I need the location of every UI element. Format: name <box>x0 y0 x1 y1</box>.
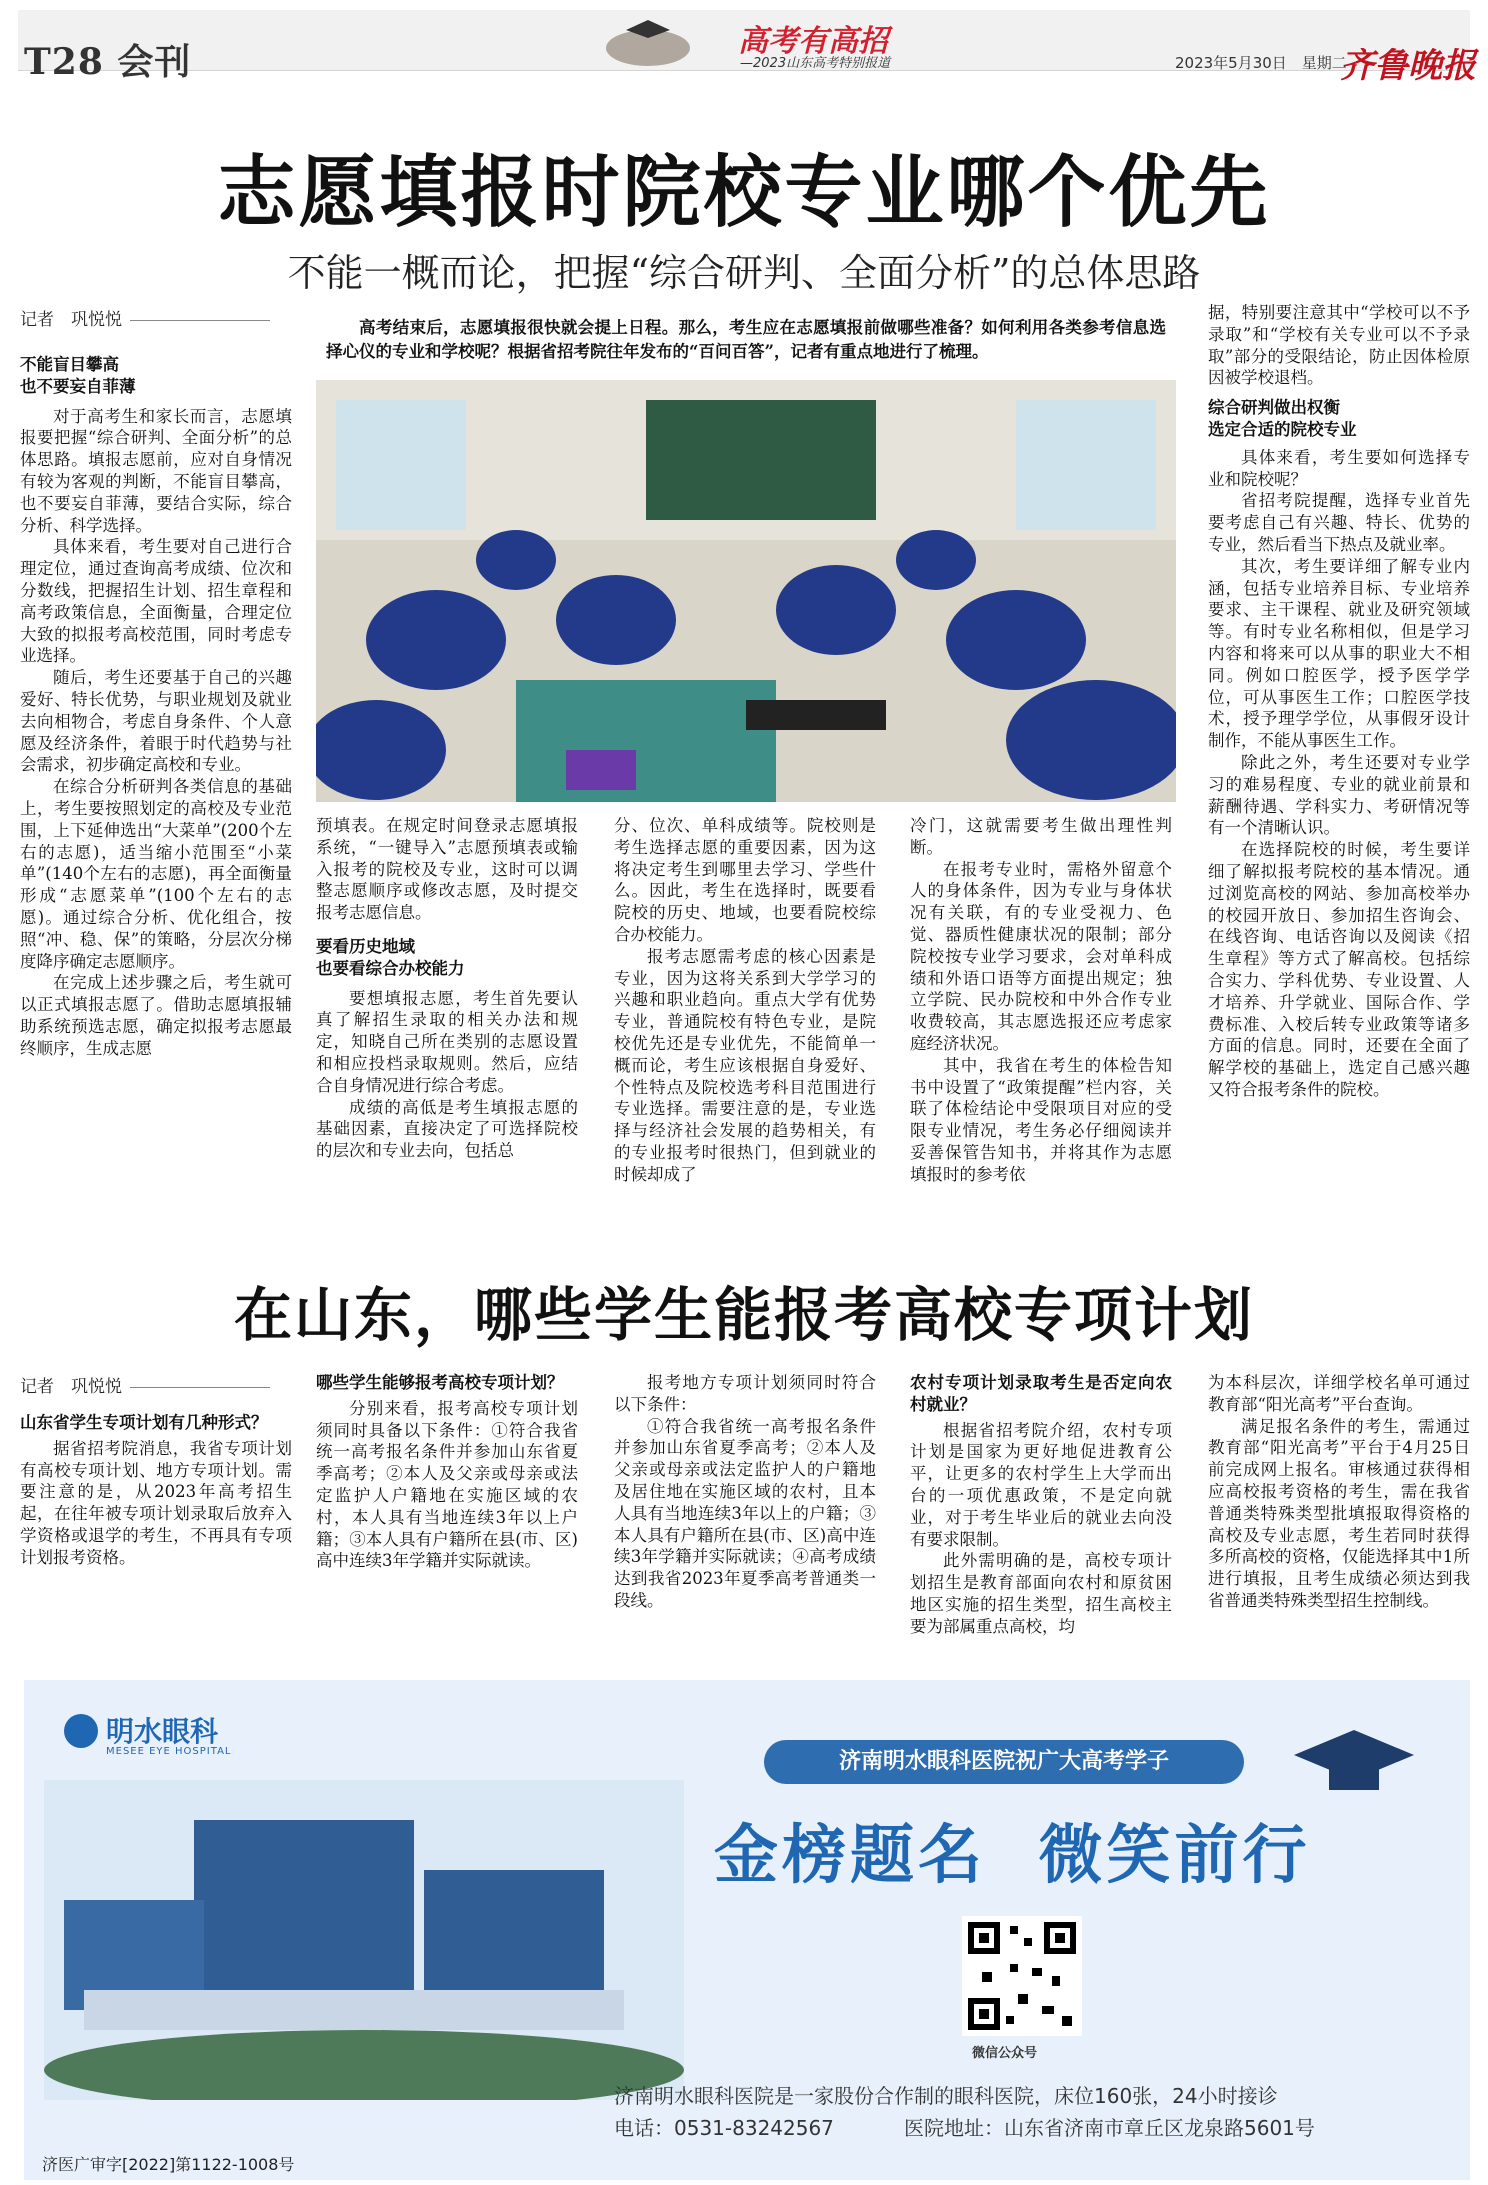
byline: 记者 巩悦悦 <box>20 1372 270 1397</box>
article-headline: 志愿填报时院校专业哪个优先 <box>217 147 1271 238</box>
classroom-photo-image <box>316 380 1176 802</box>
paragraph: 根据省招考院介绍，农村专项计划是国家为更好地促进教育公平，让更多的农村学生上大学而出台的一项优惠政策，不是定向就业，对于考生毕业后的就业去向没有要求限制。 <box>910 1420 1172 1549</box>
paragraph: 在选择院校的时候，考生要详细了解拟报考院校的基本情况。通过浏览高校的网站、参加高校举办的校园开放日、参加招生咨询会、在线咨询、电话咨询以及阅读《招生章程》等方式了解高校。包括综合实力、学科优势、专业设置、人才培养、升学就业、国际合作、学费标准、入校后转专业政策等诸多方面的信息。同时，还要在全面了解学校的基础上，选定自己感兴趣又符合报考条件的院校。 <box>1208 840 1470 1099</box>
paragraph: 此外需明确的是，高校专项计划招生是教育部面向农村和原贫困地区实施的招生类型，招生高校主要为部属重点高校，均 <box>910 1551 1172 1636</box>
paragraph: 对于高考生和家长而言，志愿填报要把握“综合研判、全面分析”的总体思路。填报志愿前，应对自身情况有较为客观的判断，不能盲目攀高，也不要妄自菲薄，要结合实际，综合分析、科学选择。 <box>20 406 292 535</box>
page-number: T28 会刊 <box>24 41 192 83</box>
qr-code-icon[interactable] <box>962 1916 1082 2036</box>
paragraph: 报考志愿需考虑的核心因素是专业，因为这将关系到大学学习的兴趣和职业趋向。重点大学有优势专业，普通院校有特色专业，是院校优先还是专业优先，不能简单一概而论，考生应该根据自身爱好、个性特点及院校选考科目范围进行专业选择。需要注意的是，专业选择与经济社会发展的趋势相关，有的专业报考时很热门，但到就业的时候却成了 <box>614 946 876 1184</box>
article2-column-1 <box>20 1412 292 1569</box>
article2-column-4 <box>910 1372 1172 1638</box>
graduation-cap-icon <box>1284 1720 1424 1810</box>
paragraph: 预填表。在规定时间登录志愿填报系统，“一键导入”志愿预填表或输入报考的院校及专业，这时可以调整志愿顺序或修改志愿，及时提交报考志愿信息。 <box>316 816 578 923</box>
qr-label: 微信公众号 <box>972 2046 1038 2061</box>
hospital-phone: 电话：0531-83242567 <box>614 2116 834 2140</box>
paragraph: 成绩的高低是考生填报志愿的基础因素，直接决定了可选择院校的层次和专业去向，包括总 <box>316 1097 578 1161</box>
article2-column-2 <box>316 1372 578 1572</box>
paragraph: 具体来看，考生要如何选择专业和院校呢？ <box>1208 447 1470 489</box>
paragraph: 满足报名条件的考生，需通过教育部“阳光高考”平台于4月25日前完成网上报名。审核通过获得相应高校报考资格的考生，需在我省普通类特殊类型批填报取得资格的高校及专业志愿，考生若同时获得多所高校的资格，仅能选择其中1所进行填报，且考生成绩必须达到我省普通类特殊类型招生控制线。 <box>1208 1416 1470 1610</box>
article-lead: 高考结束后，志愿填报很快就会提上日程。那么，考生应在志愿填报前做哪些准备？如何利用各类参考信息选择心仪的专业和学校呢？根据省招考院往年发布的“百问百答”，记者有重点地进行了梳理。 <box>326 318 1166 361</box>
article1-column-4 <box>910 815 1172 1186</box>
article2-headline: 在山东，哪些学生能报考高校专项计划 <box>233 1281 1254 1349</box>
subhead-line-1: 要看历史地域 <box>316 936 415 956</box>
article1-column-3 <box>614 815 876 1186</box>
congrats-ribbon: 济南明水眼科医院祝广大高考学子 <box>764 1740 1244 1784</box>
paragraph: 在完成上述步骤之后，考生就可以正式填报志愿了。借助志愿填报辅助系统预选志愿，确定拟报考志愿最终顺序，生成志愿 <box>20 973 292 1058</box>
banner-subtitle: —2023山东高考特别报道 <box>740 56 891 71</box>
question: 农村专项计划录取考生是否定向农村就业？ <box>910 1373 1172 1414</box>
paragraph: 省招考院提醒，选择专业首先要考虑自己有兴趣、特长、优势的专业，然后看当下热点及就业率。 <box>1208 491 1470 554</box>
subhead-line-1: 不能盲目攀高 <box>20 355 119 374</box>
paragraph: 在综合分析研判各类信息的基础上，考生要按照划定的高校及专业范围，上下延伸选出“大菜单”(200个左右的志愿)，适当缩小范围至“小菜单”(140个左右的志愿)，再全面衡量形成“志愿菜单”(100个左右的志愿)。通过综合分析、优化组合，按照“冲、稳、保”的策略，分层次分梯度降序确定志愿顺序。 <box>20 777 292 971</box>
article2-column-3 <box>614 1372 876 1612</box>
hospital-logo-icon <box>64 1714 98 1748</box>
article2-column-5 <box>1208 1372 1470 1612</box>
paragraph: 分、位次、单科成绩等。院校则是考生选择志愿的重要因素，因为这将决定考生到哪里去学习、学些什么。因此，考生在选择时，既要看院校的历史、地域，也要看院校综合办校能力。 <box>614 816 876 944</box>
ad-permit-number: 济医广审字[2022]第1122-1008号 <box>42 2155 295 2174</box>
paragraph: 冷门，这就需要考生做出理性判断。 <box>910 816 1172 857</box>
paragraph: 分别来看，报考高校专项计划须同时具备以下条件：①符合我省统一高考报名条件并参加山东省夏季高考；②本人及父亲或母亲或法定监护人户籍地在实施区域的农村，本人具有当地连续3年以上户籍；③本人具有户籍所在县(市、区)高中连续3年学籍并实际就读。 <box>316 1398 578 1571</box>
paragraph: 除此之外，考生还要对专业学习的难易程度、专业的就业前景和薪酬待遇、学科实力、考研情况等有一个清晰认识。 <box>1208 752 1470 838</box>
classroom-photo <box>316 380 1176 802</box>
subhead-line-2: 也要看综合办校能力 <box>316 958 465 978</box>
paragraph: 报考地方专项计划须同时符合以下条件： <box>614 1373 876 1414</box>
paragraph: 在报考专业时，需格外留意个人的身体条件，因为专业与身体状况有关联，有的专业受视力、色觉、器质性健康状况的限制；部分院校按专业学习要求，会对单科成绩和外语口语等方面提出规定；独立学院、民办院校和中外合作专业收费较高，其志愿选报还应考虑家庭经济状况。 <box>910 859 1172 1053</box>
hospital-description: 济南明水眼科医院是一家股份合作制的眼科医院，床位160张，24小时接诊 <box>614 2084 1278 2108</box>
ad-slogan: 金榜题名 微笑前行 <box>714 1818 1311 1893</box>
hospital-building-image <box>44 1780 684 2100</box>
paragraph: 随后，考生还要基于自己的兴趣爱好、特长优势，与职业规划及就业去向相物合，考虑自身条件、个人意愿及经济条件，着眼于时代趋势与社会需求，初步确定高校和专业。 <box>20 668 292 775</box>
issue-date: 2023年5月30日 星期二 <box>1175 54 1347 72</box>
paragraph: 其次，考生要详细了解专业内涵，包括专业培养目标、专业培养要求、主干课程、就业及研究领域等。有时专业名称相似，但是学习内容和将来可以从事的职业大不相同。例如口腔医学，授予医学学位，可从事医生工作；口腔医学技术，授予理学学位，从事假牙设计制作，不能从事医生工作。 <box>1208 556 1470 751</box>
paragraph: 要想填报志愿，考生首先要认真了解招生录取的相关办法和规定，知晓自己所在类别的志愿设置和相应投档录取规则。然后，应结合自身情况进行综合考虑。 <box>316 988 578 1095</box>
byline: 记者 巩悦悦 <box>20 305 270 330</box>
subhead-line-1: 综合研判做出权衡 <box>1208 398 1340 418</box>
newspaper-logo: 齐鲁晚报 <box>1340 46 1476 86</box>
paragraph: ①符合我省统一高考报名条件并参加山东省夏季高考；②本人及父亲或母亲或法定监护人的户籍地及居住地在实施区域的农村，且本人具有当地连续3年以上的户籍；③本人具有户籍所在县(市、区)高中连续3年学籍并实际就读；④高考成绩达到我省2023年夏季高考普通类一段线。 <box>614 1416 876 1610</box>
subhead-line-2: 选定合适的院校专业 <box>1208 419 1357 439</box>
hospital-logo-english: MESEE EYE HOSPITAL <box>106 1746 232 1757</box>
banner-title: 高考有高招 <box>738 24 888 59</box>
paragraph: 其中，我省在考生的体检告知书中设置了“政策提醒”栏内容，关联了体检结论中受限项目对应的受限专业情况，考生务必仔细阅读并妥善保管告知书，并将其作为志愿填报时的参考依 <box>910 1055 1172 1184</box>
paragraph: 据省招考院消息，我省专项计划有高校专项计划、地方专项计划。需要注意的是，从2023年高考招生起，在往年被专项计划录取后放弃入学资格或退学的考生，不再具有专项计划报考资格。 <box>20 1438 292 1567</box>
paragraph: 为本科层次，详细学校名单可通过教育部“阳光高考”平台查询。 <box>1208 1373 1470 1414</box>
subhead-line-2: 也不要妄自菲薄 <box>20 376 136 396</box>
article-subheadline: 不能一概而论，把握“综合研判、全面分析”的总体思路 <box>287 251 1201 295</box>
hospital-advertisement <box>24 1680 1470 2180</box>
question: 哪些学生能够报考高校专项计划？ <box>316 1373 564 1392</box>
question: 山东省学生专项计划有几种形式？ <box>20 1413 268 1432</box>
hospital-address: 医院地址：山东省济南市章丘区龙泉路5601号 <box>904 2116 1315 2140</box>
article1-column-2 <box>316 815 578 1162</box>
paragraph: 具体来看，考生要对自己进行合理定位，通过查询高考成绩、位次和分数线，把握招生计划、招生章程和高考政策信息，全面衡量，合理定位大致的拟报考高校范围，同时考虑专业选择。 <box>20 537 292 666</box>
article1-column-5 <box>1208 302 1470 1101</box>
hospital-logo-name: 明水眼科 <box>106 1715 219 1748</box>
article1-column-1 <box>20 354 292 1060</box>
paragraph: 据，特别要注意其中“学校可以不予录取”和“学校有关专业可以不予录取”部分的受限结论，防止因体检原因被学校退档。 <box>1208 303 1470 388</box>
